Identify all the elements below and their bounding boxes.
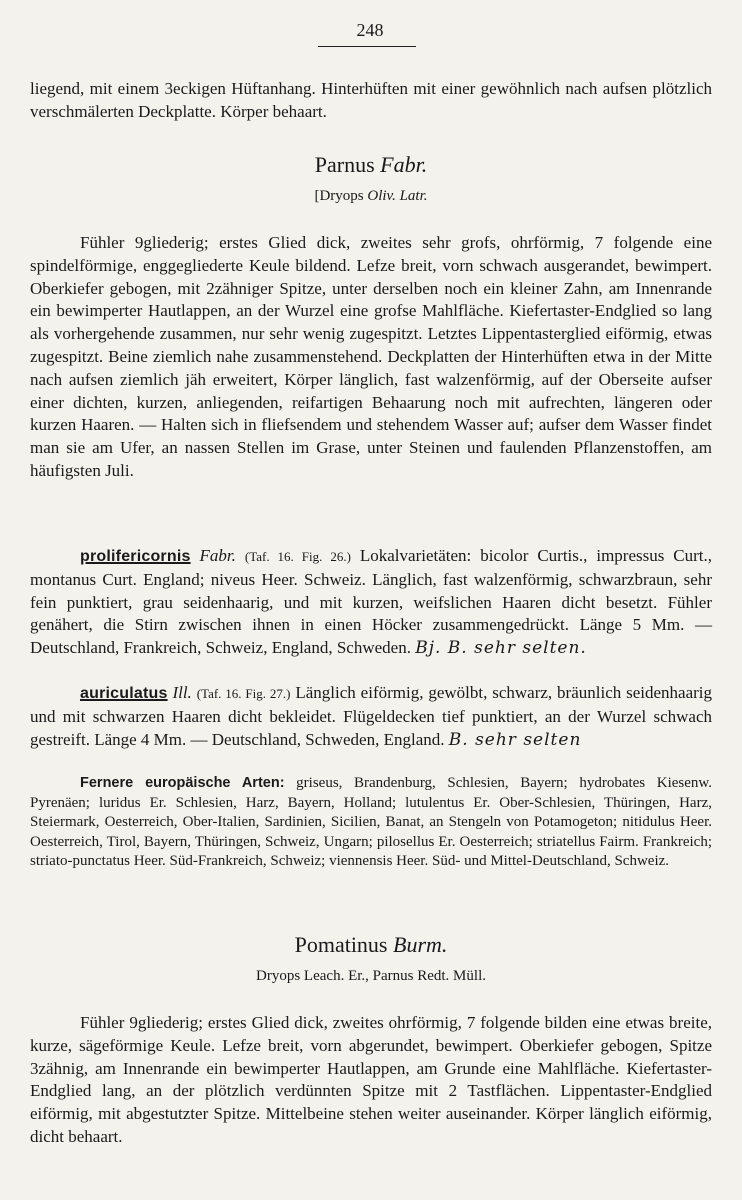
species-text: Länglich eiförmig, gewölbt, schwarz, bräunlich seidenhaarig und mit schwarzen Haaren dicht bekleidet. Flügeldecken tief punktiert, an der Wurzel schwach gestreift. Länge 4 Mm. — Deutschland, Schweden, England. bbox=[30, 683, 713, 749]
plate-reference: (Taf. 16. Fig. 26.) bbox=[244, 549, 351, 564]
genus-author: Burm. bbox=[393, 932, 448, 957]
species-name: prolifericornis bbox=[80, 548, 191, 565]
plate-reference: (Taf. 16. Fig. 27.) bbox=[196, 686, 291, 701]
species-entry-prolifericornis bbox=[30, 545, 712, 660]
species-name: auriculatus bbox=[80, 685, 168, 702]
genus-description-parnus: Fühler 9gliederig; erstes Glied dick, zweites sehr grofs, ohrförmig, 7 folgende eine spindelförmige, enggegliederte Keule bildend. Lefze breit, vorn schwach ausgerandet, bewimpert. Oberkiefer gebogen, mit 2zähniger Spitze, unter derselben noch ein kleiner Zahn, am Innenrande ein bewimperter Hautlappen, an der Wurzel eine grofse Mahlfläche. Kiefertaster-Endglied so lang als vorhergehende zusammen, nur sehr wenig zugespitzt. Letztes Lippentasterglied eiförmig, etwas zugespitzt. Beine ziemlich nahe zusammenstehend. Deckplatten der Hinterhüften etwa in der Mitte nach aufsen ziemlich jäh erweitert, Körper länglich, fast walzenförmig, auf der Oberseite aufser einer dichten, kurzen, anliegenden, reifartigen Behaarung noch mit aufrechten, längeren oder kurzen Haaren. — Halten sich in fliefsendem und stehendem Wasser auf; aufser dem Wasser findet man sie am Ufer, an nassen Stellen im Grase, unter Steinen und faulenden Pflanzenstoffen, am häufigsten Juli. bbox=[30, 233, 712, 480]
genus-description-pomatinus: Fühler 9gliederig; erstes Glied dick, zweites ohrförmig, 7 folgende bilden eine etwas breite, kurze, sägeförmige Keule. Lefze breit, vorn abgerundet, bewimpert. Oberkiefer gebogen, Spitze 3zähnig, am Innenrande ein bewimperter Hautlappen, am Grunde eine Mahlfläche. Kiefertaster-Endglied lang, an der plötzlich verdünnten Spitze mit 2 Tastflächen. Lippentaster-Endglied eiförmig, mit abgestutzter Spitze. Mittelbeine stehen weiter auseinander. Körper länglich eiförmig, dicht behaart. bbox=[30, 1013, 712, 1146]
genus-author: Fabr. bbox=[380, 152, 428, 177]
intro-paragraph: liegend, mit einem 3eckigen Hüftanhang. Hinterhüften mit einer gewöhnlich nach aufsen plötzlich verschmälerten Deckplatte. Körper behaart. bbox=[30, 79, 712, 121]
genus-name: Pomatinus bbox=[294, 932, 388, 957]
further-species-label: Fernere europäische Arten: bbox=[80, 775, 285, 791]
synonym-author: Oliv. Latr. bbox=[367, 188, 428, 204]
species-text: Lokalvarietäten: bicolor Curtis., impressus Curt., montanus Curt. England; niveus Heer. Schweiz. Länglich, fast walzenförmig, schwarzbraun, sehr fein punktiert, grau seidenhaarig, und mit kurzen, weifslichen Haaren dicht besetzt. Fühler genähert, die Stirn zwischen ihnen in einen Höcker zusammengedrückt. Länge 5 Mm. — Deutschland, Frankreich, Schweiz, England, Schweden. bbox=[30, 546, 713, 658]
page-number: 248 bbox=[356, 20, 384, 40]
genus-synonym-pomatinus: Dryops Leach. Er., Parnus Redt. Müll. bbox=[256, 968, 486, 984]
handwritten-note: B. sehr selten bbox=[448, 729, 582, 750]
species-author: Ill. bbox=[172, 683, 192, 702]
genus-heading-pomatinus bbox=[0, 932, 742, 958]
genus-synonym-parnus bbox=[0, 188, 742, 205]
page-number-rule bbox=[318, 46, 416, 47]
further-species-text: griseus, Brandenburg, Schlesien, Bayern; hydrobates Kiesenw. Pyrenäen; luridus Er. Schlesien, Harz, Bayern, Holland; lutulentus Er. Ober-Schlesien, Thüringen, Harz, Steiermark, Oesterreich, Ober-Italien, Sardinien, Sicilien, Banat, an Stengeln von Potamogeton; nitidulus Heer. Oesterreich, Tirol, Bayern, Thüringen, Schweiz, Ungarn; pilosellus Er. Oesterreich; striatellus Fairm. Frankreich; striato-punctatus Heer. Süd-Frankreich, Schweiz; viennensis Heer. Süd- und Mittel-Deutschland, Schweiz. bbox=[30, 775, 713, 870]
species-entry-auriculatus bbox=[30, 682, 712, 751]
genus-heading-parnus bbox=[0, 152, 742, 178]
genus-name: Parnus bbox=[314, 152, 375, 177]
species-author: Fabr. bbox=[199, 546, 236, 565]
synonym-prefix: [Dryops bbox=[314, 188, 364, 204]
handwritten-note: Bj. B. sehr selten. bbox=[415, 638, 587, 659]
further-species-list bbox=[30, 774, 712, 872]
